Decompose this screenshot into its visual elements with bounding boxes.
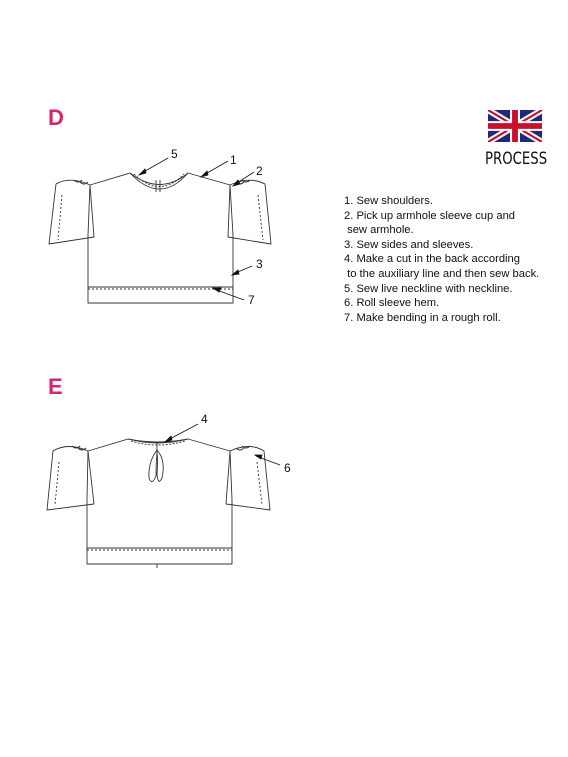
step-2: 2. Pick up armhole sleeve cup and sew armhole.: [344, 209, 516, 237]
step-3: 3. Sew sides and sleeves.: [344, 238, 474, 251]
section-letter-d: D: [48, 105, 64, 130]
step-4: 4. Make a cut in the back according to the auxiliary line and then sew back.: [344, 253, 540, 280]
section-letter-e: E: [48, 374, 63, 399]
callout-d-2: 2: [256, 164, 263, 178]
callout-d-5: 5: [171, 147, 178, 161]
process-label: PROCESS: [485, 149, 548, 169]
callout-d-3: 3: [256, 257, 263, 271]
step-5: 5. Sew live neckline with neckline.: [344, 282, 513, 295]
step-6: 6. Roll sleeve hem.: [344, 297, 440, 310]
front-top-drawing: [49, 173, 271, 303]
step-7: 7. Make bending in a rough roll.: [344, 311, 501, 324]
callout-d-7: 7: [248, 293, 255, 307]
step-1: 1. Sew shoulders.: [344, 195, 433, 207]
callout-d-1: 1: [230, 153, 237, 167]
back-top-drawing: [47, 439, 270, 568]
callout-e-6: 6: [284, 461, 291, 475]
callout-e-4: 4: [201, 412, 208, 426]
